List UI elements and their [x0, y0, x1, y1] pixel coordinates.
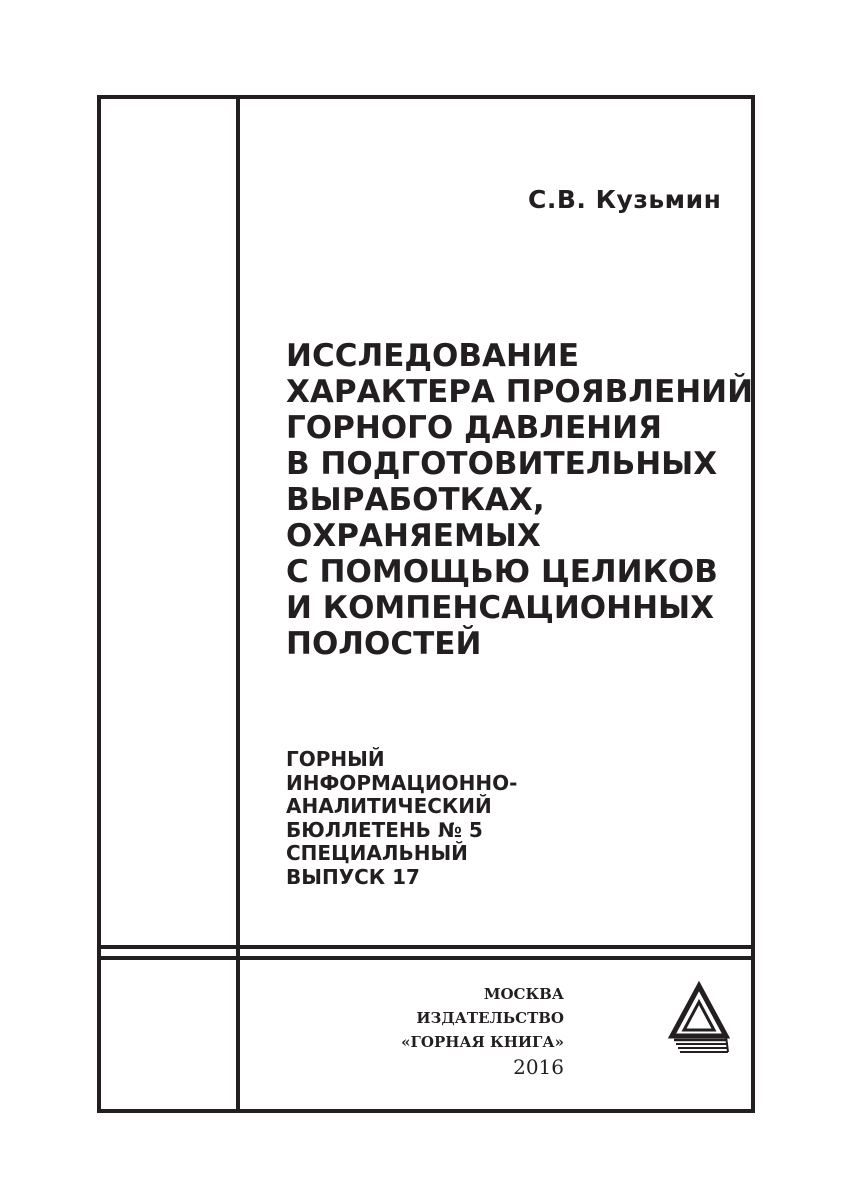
- series-line: БЮЛЛЕТЕНЬ № 5: [286, 817, 483, 842]
- publisher-logo-icon: [668, 980, 730, 1064]
- series-line: ВЫПУСК 17: [286, 864, 420, 889]
- horizontal-rule-top: [101, 945, 751, 949]
- title-line: ГОРНОГО ДАВЛЕНИЯ: [286, 410, 662, 446]
- publisher-name: «ГОРНАЯ КНИГА»: [401, 1033, 564, 1051]
- title-line: ОХРАНЯЕМЫХ: [286, 518, 541, 554]
- title-line: В ПОДГОТОВИТЕЛЬНЫХ: [286, 446, 718, 482]
- book-title: [286, 338, 753, 662]
- series-line: ГОРНЫЙ: [286, 747, 385, 771]
- title-line: ХАРАКТЕРА ПРОЯВЛЕНИЙ: [286, 374, 754, 410]
- series-line: ИНФОРМАЦИОННО-: [286, 770, 518, 795]
- publisher-house: ИЗДАТЕЛЬСТВО: [416, 1009, 564, 1027]
- publication-year: 2016: [513, 1055, 564, 1079]
- horizontal-rule-bottom: [101, 956, 751, 960]
- title-line: ПОЛОСТЕЙ: [286, 626, 482, 662]
- publisher-block: [400, 982, 564, 1080]
- title-line: ВЫРАБОТКАХ,: [286, 482, 545, 518]
- series-info: [286, 748, 517, 889]
- title-line: С ПОМОЩЬЮ ЦЕЛИКОВ: [286, 554, 718, 590]
- series-line: АНАЛИТИЧЕСКИЙ: [286, 794, 492, 818]
- author-name: С.В. Кузьмин: [528, 185, 722, 214]
- series-line: СПЕЦИАЛЬНЫЙ: [286, 841, 468, 865]
- publisher-city: МОСКВА: [483, 985, 564, 1003]
- title-line: И КОМПЕНСАЦИОННЫХ: [286, 590, 715, 626]
- title-line: ИССЛЕДОВАНИЕ: [286, 338, 580, 374]
